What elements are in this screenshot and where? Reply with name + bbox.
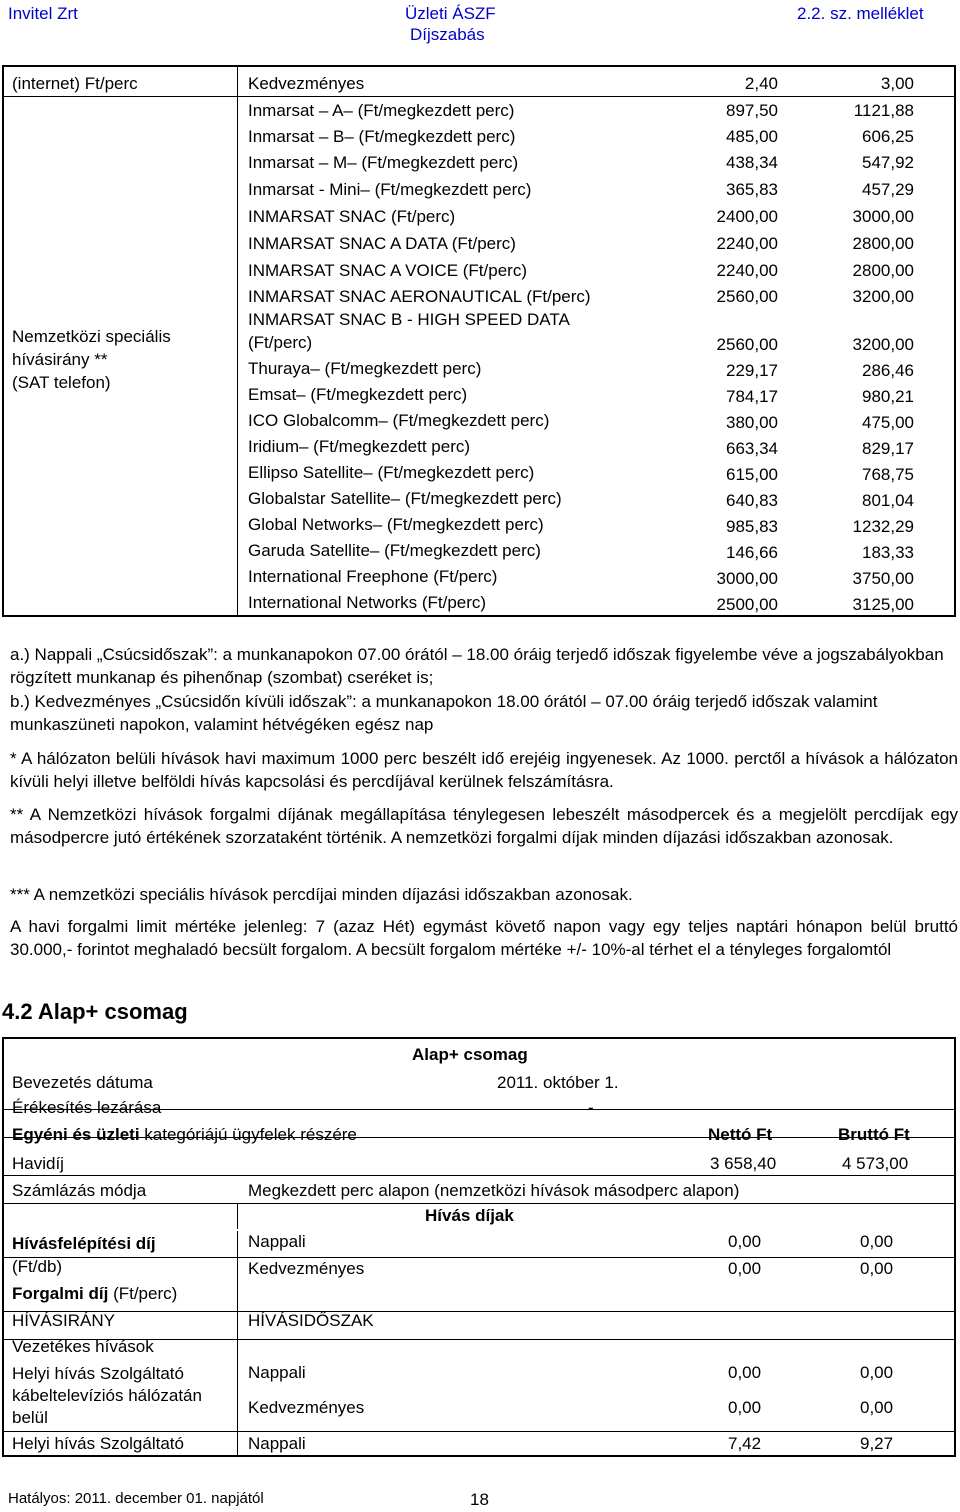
local1-label (12, 1363, 202, 1429)
value-brutto: 2800,00 (852, 261, 914, 280)
row-label: Kedvezményes (248, 74, 365, 93)
row-label: Inmarsat – B– (Ft/megkezdett perc) (248, 127, 516, 146)
row-divider (4, 1431, 954, 1432)
value-netto: 2560,00 (716, 287, 778, 306)
row-label: International Freephone (Ft/perc) (248, 567, 498, 586)
value-netto: 2240,00 (716, 234, 778, 253)
setup-brutto: 0,00 (860, 1259, 894, 1278)
table-row (4, 74, 954, 100)
local1-label-line: belül (12, 1408, 48, 1427)
value-netto: 985,83 (726, 517, 778, 536)
row-label: Inmarsat - Mini– (Ft/megkezdett perc) (248, 180, 532, 199)
traffic-label (12, 1284, 177, 1304)
local2-period: Nappali (248, 1434, 306, 1453)
note-star2-text: ** A Nemzetközi hívások forgalmi díjának megállapítása ténylegesen lebeszélt másodpercek és a megjelölt percdíjak egy másodpercre jutó értékének szorzataként történik. A nemzetközi forgalmi díjak minden díjazási időszakban azonosak. (10, 805, 958, 847)
value-brutto: 2800,00 (852, 234, 914, 253)
segment-bold: Egyéni és üzleti (12, 1125, 140, 1144)
note-b (10, 690, 958, 736)
row-label: Inmarsat – A– (Ft/megkezdett perc) (248, 101, 515, 120)
fixed-calls-label: Vezetékes hívások (12, 1337, 154, 1356)
local1-netto: 0,00 (728, 1398, 762, 1417)
intro-label: Bevezetés dátuma (12, 1073, 153, 1092)
note-star3-text: *** A nemzetközi speciális hívások percdíjai minden díjazási időszakban azonosak. (10, 885, 633, 904)
value-netto: 485,00 (726, 127, 778, 146)
category-label: (internet) Ft/perc (12, 74, 138, 93)
note-b-text: b.) Kedvezményes „Csúcsidőn kívüli időszak”: a munkanapokon 18.00 órától – 07.00 óráig terjedő időszak valamint munkaszüneti napokon, valamint hétvégéken egész nap (10, 692, 878, 734)
setup-netto: 0,00 (728, 1259, 762, 1278)
note-star3 (10, 883, 958, 906)
row-divider (4, 1311, 954, 1312)
value-brutto: 768,75 (862, 465, 914, 484)
row-label: International Networks (Ft/perc) (248, 593, 487, 612)
monthly-brutto: 4 573,00 (842, 1154, 909, 1173)
row-label: Emsat– (Ft/megkezdett perc) (248, 385, 468, 404)
billing-label: Számlázás módja (12, 1181, 147, 1200)
row-label: ICO Globalcomm– (Ft/megkezdett perc) (248, 411, 550, 430)
monthly-netto: 3 658,40 (710, 1154, 777, 1173)
intl-rates-table (2, 65, 956, 617)
segment-rest: kategóriájú ügyfelek részére (139, 1125, 357, 1144)
value-netto: 2500,00 (716, 595, 778, 614)
local1-label-line: Helyi hívás Szolgáltató (12, 1364, 184, 1383)
direction-label: HÍVÁSIRÁNY (12, 1311, 115, 1330)
value-brutto: 547,92 (862, 153, 914, 172)
value-netto: 663,34 (726, 439, 778, 458)
row-label: Iridium– (Ft/megkezdett perc) (248, 437, 471, 456)
row-divider (4, 1203, 954, 1204)
value-netto: 640,83 (726, 491, 778, 510)
call-fees-title: Hívás díjak (425, 1206, 514, 1225)
row-label: Globalstar Satellite– (Ft/megkezdett perc) (248, 489, 562, 508)
netto-header: Nettó Ft (708, 1125, 773, 1144)
value-brutto: 829,17 (862, 439, 914, 458)
value-brutto: 3000,00 (852, 207, 914, 226)
value-brutto: 801,04 (862, 491, 914, 510)
setup-period: Nappali (248, 1232, 306, 1251)
value-netto: 438,34 (726, 153, 778, 172)
note-star1 (10, 747, 958, 793)
setup-unit: (Ft/db) (12, 1257, 63, 1276)
row-divider (4, 1175, 954, 1176)
value-netto: 784,17 (726, 387, 778, 406)
footer-page-number: 18 (470, 1490, 489, 1509)
local1-period: Nappali (248, 1363, 306, 1382)
local2-brutto: 9,27 (860, 1434, 894, 1453)
row-label: Thuraya– (Ft/megkezdett perc) (248, 359, 482, 378)
group-label-line: (SAT telefon) (12, 373, 111, 392)
local1-netto: 0,00 (728, 1363, 762, 1382)
note-star1-text: * A hálózaton belüli hívások havi maximum 1000 perc beszélt idő erejéig ingyenesek. Az 1000. perctől a hívások a hálózaton kívüli helyi illetve belföldi hívás kapcsolási és percdíjával kerülnek felszámításra. (10, 749, 958, 791)
row-label: INMARSAT SNAC A DATA (Ft/perc) (248, 234, 516, 253)
value-brutto: 286,46 (862, 361, 914, 380)
value-brutto: 3200,00 (852, 287, 914, 306)
note-star2 (10, 803, 958, 849)
value-brutto: 3125,00 (852, 595, 914, 614)
row-label-cont: (Ft/perc) (248, 333, 313, 352)
value-netto: 229,17 (726, 361, 778, 380)
note-a-text: a.) Nappali „Csúcsidőszak”: a munkanapokon 07.00 órától – 18.00 óráig terjedő időszak figyelembe véve a jogszabályokban rögzített munkanap és pihenőnap (szombat) cseréket is; (10, 645, 944, 687)
row-label: INMARSAT SNAC A VOICE (Ft/perc) (248, 261, 527, 280)
row-label: Ellipso Satellite– (Ft/megkezdett perc) (248, 463, 535, 482)
header-doc-title: Üzleti ÁSZF (405, 4, 496, 23)
row-label: INMARSAT SNAC AERONAUTICAL (Ft/perc) (248, 287, 591, 306)
header-doc-subtitle: Díjszabás (410, 25, 485, 44)
local1-brutto: 0,00 (860, 1398, 894, 1417)
header-annex: 2.2. sz. melléklet (797, 4, 924, 23)
footer-effective: Hatályos: 2011. december 01. napjától (8, 1490, 264, 1507)
value-brutto: 3750,00 (852, 569, 914, 588)
local1-label-line: kábeltelevíziós hálózatán (12, 1386, 202, 1405)
setup-netto: 0,00 (728, 1232, 762, 1251)
value-brutto: 183,33 (862, 543, 914, 562)
local1-brutto: 0,00 (860, 1363, 894, 1382)
package-table (2, 1037, 956, 1457)
setup-label: Hívásfelépítési díj (12, 1234, 156, 1253)
col-divider (237, 1203, 238, 1229)
value-netto: 380,00 (726, 413, 778, 432)
row-label: Inmarsat – M– (Ft/megkezdett perc) (248, 153, 519, 172)
group-label-line: hívásirány ** (12, 350, 108, 369)
value-netto: 2,40 (744, 74, 778, 93)
value-brutto: 980,21 (862, 387, 914, 406)
segment-label (12, 1125, 357, 1145)
value-netto: 615,00 (726, 465, 778, 484)
section-title: 4.2 Alap+ csomag (2, 999, 188, 1024)
value-netto: 2400,00 (716, 207, 778, 226)
row-label: Global Networks– (Ft/megkezdett perc) (248, 515, 544, 534)
note-limit-text: A havi forgalmi limit mértéke jelenleg: 7 (azaz Hét) egymást követő napon vagy egy teljes naptári hónapon belül bruttó 30.000,- forintot meghaladó becsült forgalom. A becsült forgalom mértéke +/- 10%-al térhet el a tényleges forgalomtól (10, 917, 958, 959)
brutto-header: Bruttó Ft (838, 1125, 910, 1144)
value-brutto: 475,00 (862, 413, 914, 432)
local2-netto: 7,42 (728, 1434, 762, 1453)
value-netto: 3000,00 (716, 569, 778, 588)
setup-brutto: 0,00 (860, 1232, 894, 1251)
value-netto: 2560,00 (716, 335, 778, 354)
intro-value: 2011. október 1. (497, 1073, 619, 1092)
row-divider (4, 1257, 954, 1258)
monthly-label: Havidíj (12, 1154, 64, 1173)
value-netto: 2240,00 (716, 261, 778, 280)
package-title: Alap+ csomag (412, 1045, 528, 1064)
period-label: HÍVÁSIDŐSZAK (248, 1311, 374, 1330)
note-a (10, 643, 958, 689)
note-limit (10, 915, 958, 961)
value-brutto: 606,25 (862, 127, 914, 146)
local2-label: Helyi hívás Szolgáltató (12, 1434, 184, 1453)
group-label-line: Nemzetközi speciális (12, 327, 171, 346)
billing-value: Megkezdett perc alapon (nemzetközi hívások másodperc alapon) (248, 1181, 740, 1200)
value-netto: 897,50 (726, 101, 778, 120)
col-divider (237, 1231, 238, 1455)
value-brutto: 3,00 (880, 74, 914, 93)
value-brutto: 1232,29 (852, 517, 914, 536)
local1-period: Kedvezményes (248, 1398, 365, 1417)
sale-end-label: Érékesítés lezárása (12, 1098, 162, 1117)
group-label (12, 325, 171, 394)
row-label: INMARSAT SNAC (Ft/perc) (248, 207, 456, 226)
setup-period: Kedvezményes (248, 1259, 365, 1278)
sale-end-value: - (588, 1098, 594, 1117)
value-netto: 365,83 (726, 180, 778, 199)
col-divider (237, 67, 238, 615)
value-brutto: 457,29 (862, 180, 914, 199)
header-company: Invitel Zrt (8, 4, 78, 23)
value-brutto: 1121,88 (853, 101, 914, 120)
row-label: Garuda Satellite– (Ft/megkezdett perc) (248, 541, 541, 560)
value-netto: 146,66 (726, 543, 778, 562)
value-brutto: 3200,00 (852, 335, 914, 354)
traffic-label-unit: (Ft/perc) (108, 1284, 178, 1303)
row-label: INMARSAT SNAC B - HIGH SPEED DATA (248, 310, 570, 329)
traffic-label-bold: Forgalmi díj (12, 1284, 109, 1303)
